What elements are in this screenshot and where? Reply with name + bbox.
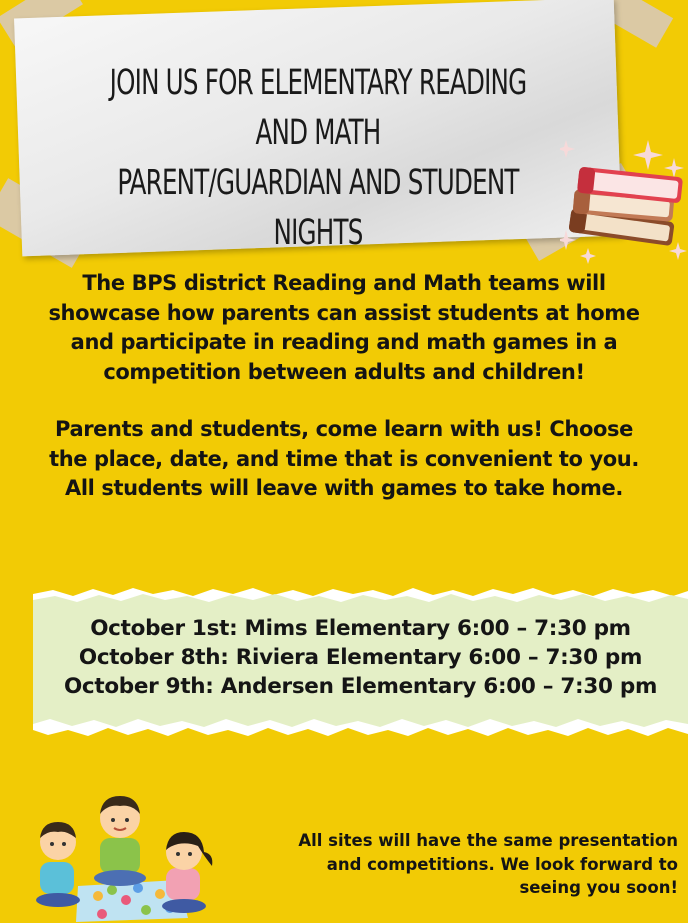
child-figure (94, 796, 146, 886)
intro-paragraph-1 (0, 269, 688, 387)
books-icon (560, 130, 688, 270)
child-figure (36, 822, 80, 907)
closing-line: and competitions. We look forward to (326, 854, 678, 874)
schedule-item: October 9th: Andersen Elementary 6:00 – 7:30 pm (63, 674, 658, 699)
kids-playing-illustration (28, 790, 218, 923)
title-line-1: JOIN US FOR ELEMENTARY READING AND MATH (109, 63, 527, 153)
intro-line: The BPS district Reading and Math teams will (82, 271, 606, 295)
intro-line: and participate in reading and math games in a (70, 330, 618, 354)
closing-note (258, 829, 678, 900)
intro-line: All students will leave with games to take home. (65, 476, 623, 500)
intro-line: showcase how parents can assist students at home (48, 300, 640, 325)
closing-line: seeing you soon! (519, 878, 678, 897)
intro-line: competition between adults and children! (103, 359, 585, 384)
page-title (84, 58, 552, 258)
schedule-list (33, 614, 688, 701)
intro-line: the place, date, and time that is convenient to you. (49, 446, 639, 471)
intro-line: Parents and students, come learn with us! Choose (55, 417, 633, 441)
schedule-item: October 8th: Riviera Elementary 6:00 – 7:30 pm (78, 645, 643, 670)
closing-line: All sites will have the same presentation (298, 831, 678, 850)
title-line-2: PARENT/GUARDIAN AND STUDENT NIGHTS (117, 163, 519, 253)
intro-paragraph-2 (0, 415, 688, 504)
child-figure (162, 832, 212, 913)
schedule-item: October 1st: Mims Elementary 6:00 – 7:30 pm (90, 616, 631, 641)
